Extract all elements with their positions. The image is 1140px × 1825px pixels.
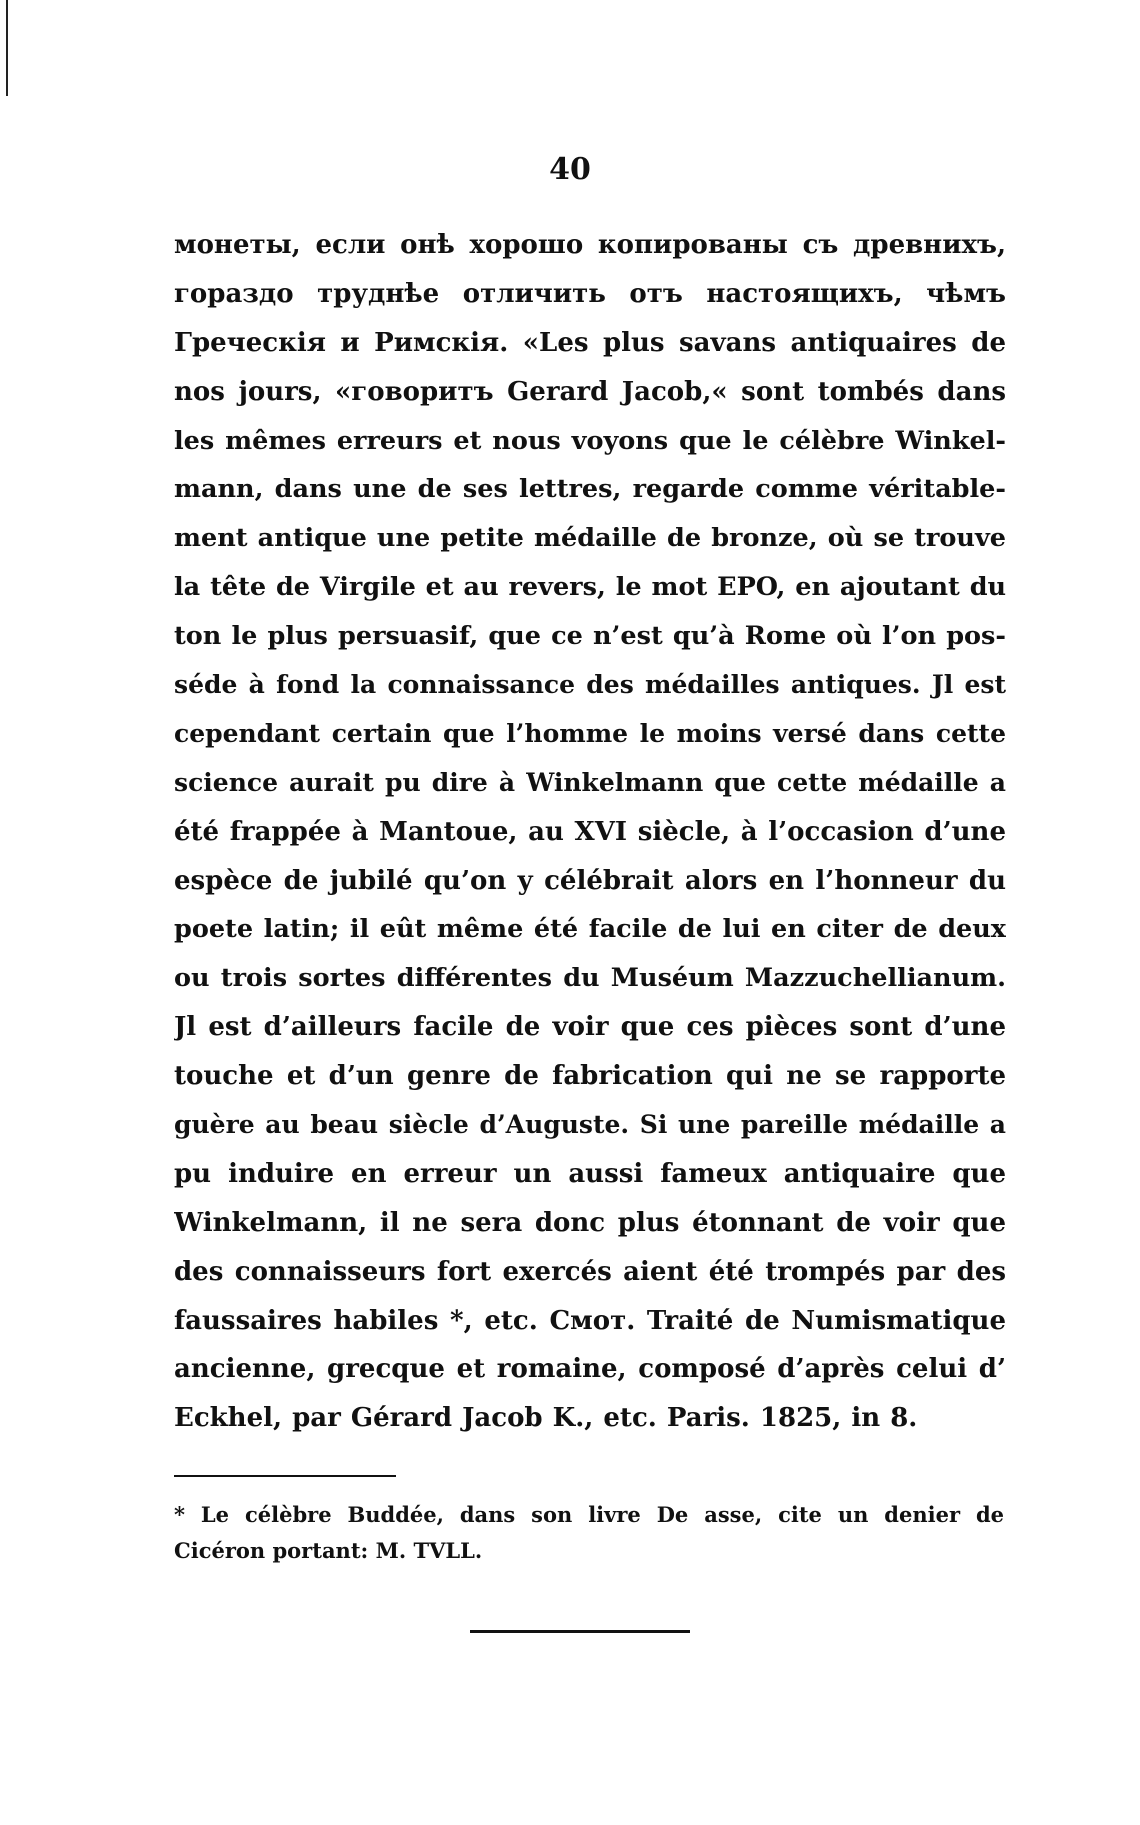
text-line: touche et d’un genre de fabrication qui ne se rapporte (174, 1061, 1006, 1092)
text-line: faussaires habiles *, etc. Смот. Traité de Numismatique (174, 1305, 1006, 1336)
text-line: des connaisseurs fort exercés aient été trompés par des (174, 1256, 1006, 1287)
page-number: 40 (549, 152, 591, 187)
text-line: Winkelmann, il ne sera donc plus étonnant de voir que (174, 1207, 1006, 1238)
text-line: монеты, если онѣ хорошо копированы съ древнихъ, (174, 230, 1006, 260)
footnote-separator (174, 1475, 396, 1477)
text-line: ment antique une petite médaille de bronze, où se trouve (174, 523, 1006, 554)
text-line: les mêmes erreurs et nous voyons que le célèbre Winkel- (174, 425, 1006, 456)
footnote-line-last: Cicéron portant: M. TVLL. (174, 1538, 483, 1563)
text-line: la tête de Virgile et au revers, le mot EPO, en ajoutant du (174, 572, 1006, 603)
main-text-block (174, 221, 1006, 1443)
text-line: гораздо труднѣе отличить отъ настоящихъ, чѣмъ (174, 278, 1006, 309)
text-line: Греческія и Римскія. «Les plus savans antiquaires de (174, 327, 1006, 358)
text-line: Jl est d’ailleurs facile de voir que ces pièces sont d’une (174, 1012, 1006, 1043)
text-line: mann, dans une de ses lettres, regarde comme véritable- (174, 474, 1006, 505)
footnote-line: * Le célèbre Buddée, dans son livre De asse, cite un denier de (174, 1502, 1004, 1527)
text-line: ou trois sortes différentes du Muséum Mazzuchellianum. (174, 963, 1006, 994)
text-line: espèce de jubilé qu’on y célébrait alors en l’honneur du (174, 865, 1006, 896)
text-line: pu induire en erreur un aussi fameux antiquaire que (174, 1158, 1006, 1189)
text-line: séde à fond la connaissance des médailles antiques. Jl est (174, 670, 1006, 700)
page-edge-line (6, 0, 8, 96)
text-line: été frappée à Mantoue, au XVI siècle, à l’occasion d’une (174, 816, 1006, 847)
text-line: nos jours, «говоритъ Gerard Jacob,« sont tombés dans (174, 376, 1006, 407)
text-line: ancienne, grecque et romaine, composé d’après celui d’ (174, 1354, 1006, 1385)
end-rule (470, 1630, 690, 1633)
text-line: poete latin; il eût même été facile de lui en citer de deux (174, 914, 1006, 945)
text-line: guère au beau siècle d’Auguste. Si une pareille médaille a (174, 1110, 1006, 1140)
text-line: ton le plus persuasif, que ce n’est qu’à Rome où l’on pos- (174, 621, 1006, 652)
text-line: cependant certain que l’homme le moins versé dans cette (174, 718, 1006, 748)
text-line: science aurait pu dire à Winkelmann que cette médaille a (174, 767, 1006, 797)
text-line-last: Eckhel, par Gérard Jacob K., etc. Paris. 1825, in 8. (174, 1403, 918, 1434)
footnote (174, 1497, 1004, 1569)
